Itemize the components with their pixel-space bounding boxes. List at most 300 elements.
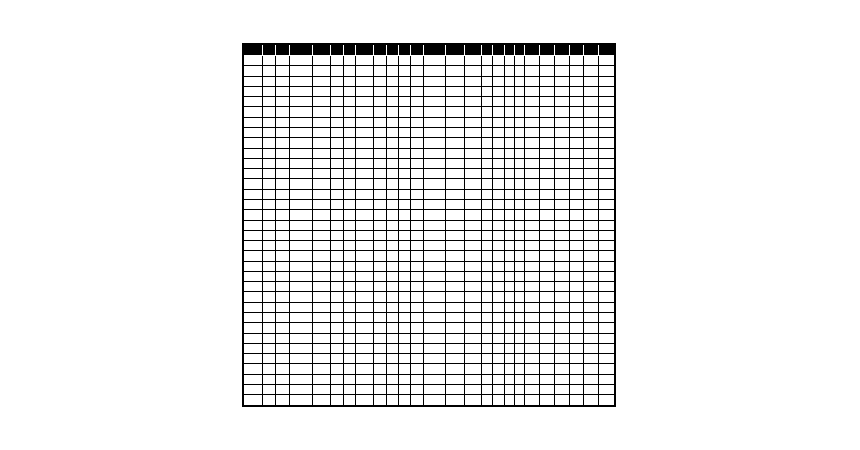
table-cell [584,97,599,107]
table-cell [312,333,331,343]
table-cell [290,364,312,374]
table-cell [243,117,263,127]
table-row [243,56,615,66]
table-cell [446,107,465,117]
table-cell [525,343,540,353]
table-cell [263,169,275,179]
table-cell [374,385,386,395]
table-cell [554,138,569,148]
table-cell [515,251,525,261]
table-cell [263,364,275,374]
column-header [525,44,540,56]
table-cell [331,354,343,364]
table-cell [515,189,525,199]
table-cell [539,220,554,230]
table-cell [343,169,355,179]
table-cell [599,148,615,158]
table-cell [599,282,615,292]
table-cell [584,127,599,137]
table-cell [423,169,445,179]
column-header [554,44,569,56]
table-cell [554,148,569,158]
table-cell [275,107,290,117]
table-cell [464,364,481,374]
table-cell [569,323,584,333]
table-cell [505,56,515,66]
table-row [243,395,615,406]
table-cell [599,127,615,137]
table-cell [515,169,525,179]
table-cell [399,230,411,240]
table-cell [505,251,515,261]
table-cell [492,169,504,179]
table-cell [569,333,584,343]
table-cell [343,364,355,374]
table-cell [492,313,504,323]
table-cell [584,251,599,261]
table-cell [481,343,492,353]
table-cell [464,374,481,384]
table-cell [275,364,290,374]
table-cell [539,343,554,353]
table-cell [275,179,290,189]
table-cell [263,86,275,96]
table-cell [386,138,398,148]
column-header [569,44,584,56]
table-cell [386,107,398,117]
table-cell [584,261,599,271]
table-cell [355,333,374,343]
table-cell [374,241,386,251]
table-cell [525,395,540,406]
table-cell [312,179,331,189]
table-cell [515,107,525,117]
table-cell [312,107,331,117]
table-cell [411,210,423,220]
table-cell [525,241,540,251]
table-cell [525,56,540,66]
table-cell [243,56,263,66]
table-cell [464,158,481,168]
table-cell [290,189,312,199]
table-cell [539,127,554,137]
table-cell [505,241,515,251]
table-cell [481,138,492,148]
table-cell [312,210,331,220]
table-cell [243,220,263,230]
table-cell [481,364,492,374]
table-cell [355,210,374,220]
table-cell [331,210,343,220]
table-row [243,282,615,292]
table-cell [312,364,331,374]
table-cell [505,395,515,406]
table-cell [464,189,481,199]
table-cell [399,76,411,86]
table-cell [446,179,465,189]
table-cell [355,385,374,395]
table-cell [599,210,615,220]
table-cell [374,302,386,312]
table-cell [505,86,515,96]
table-cell [374,374,386,384]
column-header [263,44,275,56]
table-cell [423,86,445,96]
table-cell [290,97,312,107]
table-cell [492,138,504,148]
table-cell [569,271,584,281]
table-cell [584,138,599,148]
table-cell [584,86,599,96]
table-cell [331,117,343,127]
table-cell [505,271,515,281]
table-cell [569,251,584,261]
table-cell [343,158,355,168]
table-cell [539,374,554,384]
table-cell [569,158,584,168]
table-cell [505,76,515,86]
table-cell [386,56,398,66]
table-cell [263,179,275,189]
table-cell [599,138,615,148]
table-cell [290,302,312,312]
table-cell [525,282,540,292]
table-cell [515,148,525,158]
table-cell [515,97,525,107]
table-cell [312,302,331,312]
table-cell [554,210,569,220]
table-cell [599,323,615,333]
table-cell [481,313,492,323]
table-cell [386,302,398,312]
table-cell [263,220,275,230]
table-cell [515,333,525,343]
table-cell [525,385,540,395]
table-cell [539,230,554,240]
table-cell [481,97,492,107]
table-cell [331,127,343,137]
table-cell [423,271,445,281]
table-cell [374,148,386,158]
table-cell [275,56,290,66]
table-cell [331,313,343,323]
table-cell [423,199,445,209]
table-cell [554,241,569,251]
table-cell [569,76,584,86]
table-cell [569,138,584,148]
table-cell [275,220,290,230]
column-header [355,44,374,56]
table-cell [355,76,374,86]
table-cell [374,117,386,127]
table-cell [423,210,445,220]
table-cell [539,323,554,333]
table-cell [331,241,343,251]
table-cell [481,117,492,127]
table-cell [343,251,355,261]
table-cell [569,282,584,292]
table-cell [312,261,331,271]
table-cell [386,220,398,230]
table-cell [492,210,504,220]
table-cell [290,117,312,127]
table-cell [515,261,525,271]
table-cell [481,107,492,117]
table-cell [481,169,492,179]
table-cell [515,395,525,406]
table-cell [515,292,525,302]
table-cell [505,179,515,189]
table-cell [331,158,343,168]
table-cell [599,117,615,127]
table-cell [481,86,492,96]
table-cell [275,138,290,148]
table-cell [464,148,481,158]
table-cell [584,117,599,127]
table-cell [423,179,445,189]
table-cell [312,282,331,292]
table-cell [331,169,343,179]
table-cell [584,179,599,189]
table-cell [343,354,355,364]
table-cell [312,343,331,353]
table-cell [290,230,312,240]
table-cell [263,127,275,137]
table-row [243,107,615,117]
table-cell [411,364,423,374]
table-cell [275,313,290,323]
table-cell [525,374,540,384]
table-cell [275,148,290,158]
table-cell [481,241,492,251]
table-cell [275,323,290,333]
table-cell [525,107,540,117]
table-cell [343,66,355,76]
table-cell [399,127,411,137]
table-cell [312,220,331,230]
table-cell [374,86,386,96]
table-cell [386,66,398,76]
table-cell [399,343,411,353]
table-cell [423,354,445,364]
table-cell [374,251,386,261]
table-cell [290,385,312,395]
table-cell [399,86,411,96]
table-cell [312,313,331,323]
table-cell [243,271,263,281]
table-cell [386,251,398,261]
table-cell [411,282,423,292]
table-cell [275,395,290,406]
table-cell [312,199,331,209]
table-cell [312,230,331,240]
table-cell [290,107,312,117]
table-cell [343,97,355,107]
table-cell [243,261,263,271]
table-cell [446,271,465,281]
table-cell [275,76,290,86]
table-cell [243,395,263,406]
table-cell [331,66,343,76]
table-cell [539,313,554,323]
table-cell [446,189,465,199]
table-cell [411,158,423,168]
table-cell [243,210,263,220]
table-cell [275,251,290,261]
table-cell [525,313,540,323]
table-cell [492,364,504,374]
table-cell [399,97,411,107]
table-cell [505,292,515,302]
table-cell [515,271,525,281]
table-cell [423,127,445,137]
table-cell [399,169,411,179]
table-cell [411,251,423,261]
table-cell [525,86,540,96]
table-cell [275,374,290,384]
table-cell [525,251,540,261]
table-cell [411,395,423,406]
table-cell [374,395,386,406]
table-cell [569,292,584,302]
table-cell [275,292,290,302]
table-cell [446,56,465,66]
table-cell [539,179,554,189]
table-cell [343,333,355,343]
table-cell [569,374,584,384]
table-cell [584,230,599,240]
table-cell [399,251,411,261]
table-cell [263,199,275,209]
table-cell [599,199,615,209]
table-cell [275,261,290,271]
table-cell [275,230,290,240]
table-cell [343,313,355,323]
table-cell [554,127,569,137]
table-cell [411,199,423,209]
table-cell [539,97,554,107]
table-cell [464,138,481,148]
table-cell [481,354,492,364]
table-cell [243,282,263,292]
table-cell [355,86,374,96]
table-cell [525,138,540,148]
table-cell [525,76,540,86]
table-cell [569,189,584,199]
table-cell [515,138,525,148]
table-cell [584,385,599,395]
table-cell [423,76,445,86]
table-cell [481,271,492,281]
table-cell [399,220,411,230]
table-cell [343,76,355,86]
table-cell [446,210,465,220]
table-cell [263,302,275,312]
table-cell [584,199,599,209]
table-cell [464,86,481,96]
table-cell [374,56,386,66]
table-cell [411,241,423,251]
table-cell [331,261,343,271]
table-cell [599,251,615,261]
table-cell [481,148,492,158]
table-cell [584,66,599,76]
table-cell [525,364,540,374]
table-cell [423,66,445,76]
table-cell [275,302,290,312]
table-cell [386,313,398,323]
table-cell [515,179,525,189]
table-cell [399,56,411,66]
header-row [243,44,615,56]
table-cell [584,292,599,302]
table-cell [386,97,398,107]
table-cell [569,230,584,240]
table-cell [599,56,615,66]
table-cell [539,148,554,158]
table-cell [554,230,569,240]
table-cell [584,395,599,406]
table-row [243,323,615,333]
table-cell [464,199,481,209]
table-row [243,364,615,374]
table-cell [599,86,615,96]
table-cell [243,86,263,96]
table-cell [399,261,411,271]
table-cell [505,169,515,179]
table-cell [290,127,312,137]
table-cell [481,66,492,76]
table-cell [599,343,615,353]
table-cell [446,251,465,261]
table-cell [290,251,312,261]
table-cell [599,107,615,117]
table-cell [374,271,386,281]
table-row [243,374,615,384]
table-cell [386,199,398,209]
table-cell [355,189,374,199]
table-cell [481,323,492,333]
table-cell [263,313,275,323]
table-cell [423,158,445,168]
table-cell [505,220,515,230]
table-cell [515,374,525,384]
table-cell [584,302,599,312]
table-cell [331,107,343,117]
table-cell [411,323,423,333]
table-cell [423,189,445,199]
table-cell [539,56,554,66]
table-cell [599,302,615,312]
table-cell [464,230,481,240]
table-cell [343,199,355,209]
table-cell [423,107,445,117]
table-cell [446,158,465,168]
table-cell [399,138,411,148]
table-cell [343,261,355,271]
table-cell [355,251,374,261]
table-cell [275,97,290,107]
table-cell [399,179,411,189]
table-cell [374,127,386,137]
table-cell [446,86,465,96]
table-cell [481,374,492,384]
table-cell [481,179,492,189]
table-cell [355,56,374,66]
table-cell [505,230,515,240]
table-cell [399,364,411,374]
table-cell [355,374,374,384]
